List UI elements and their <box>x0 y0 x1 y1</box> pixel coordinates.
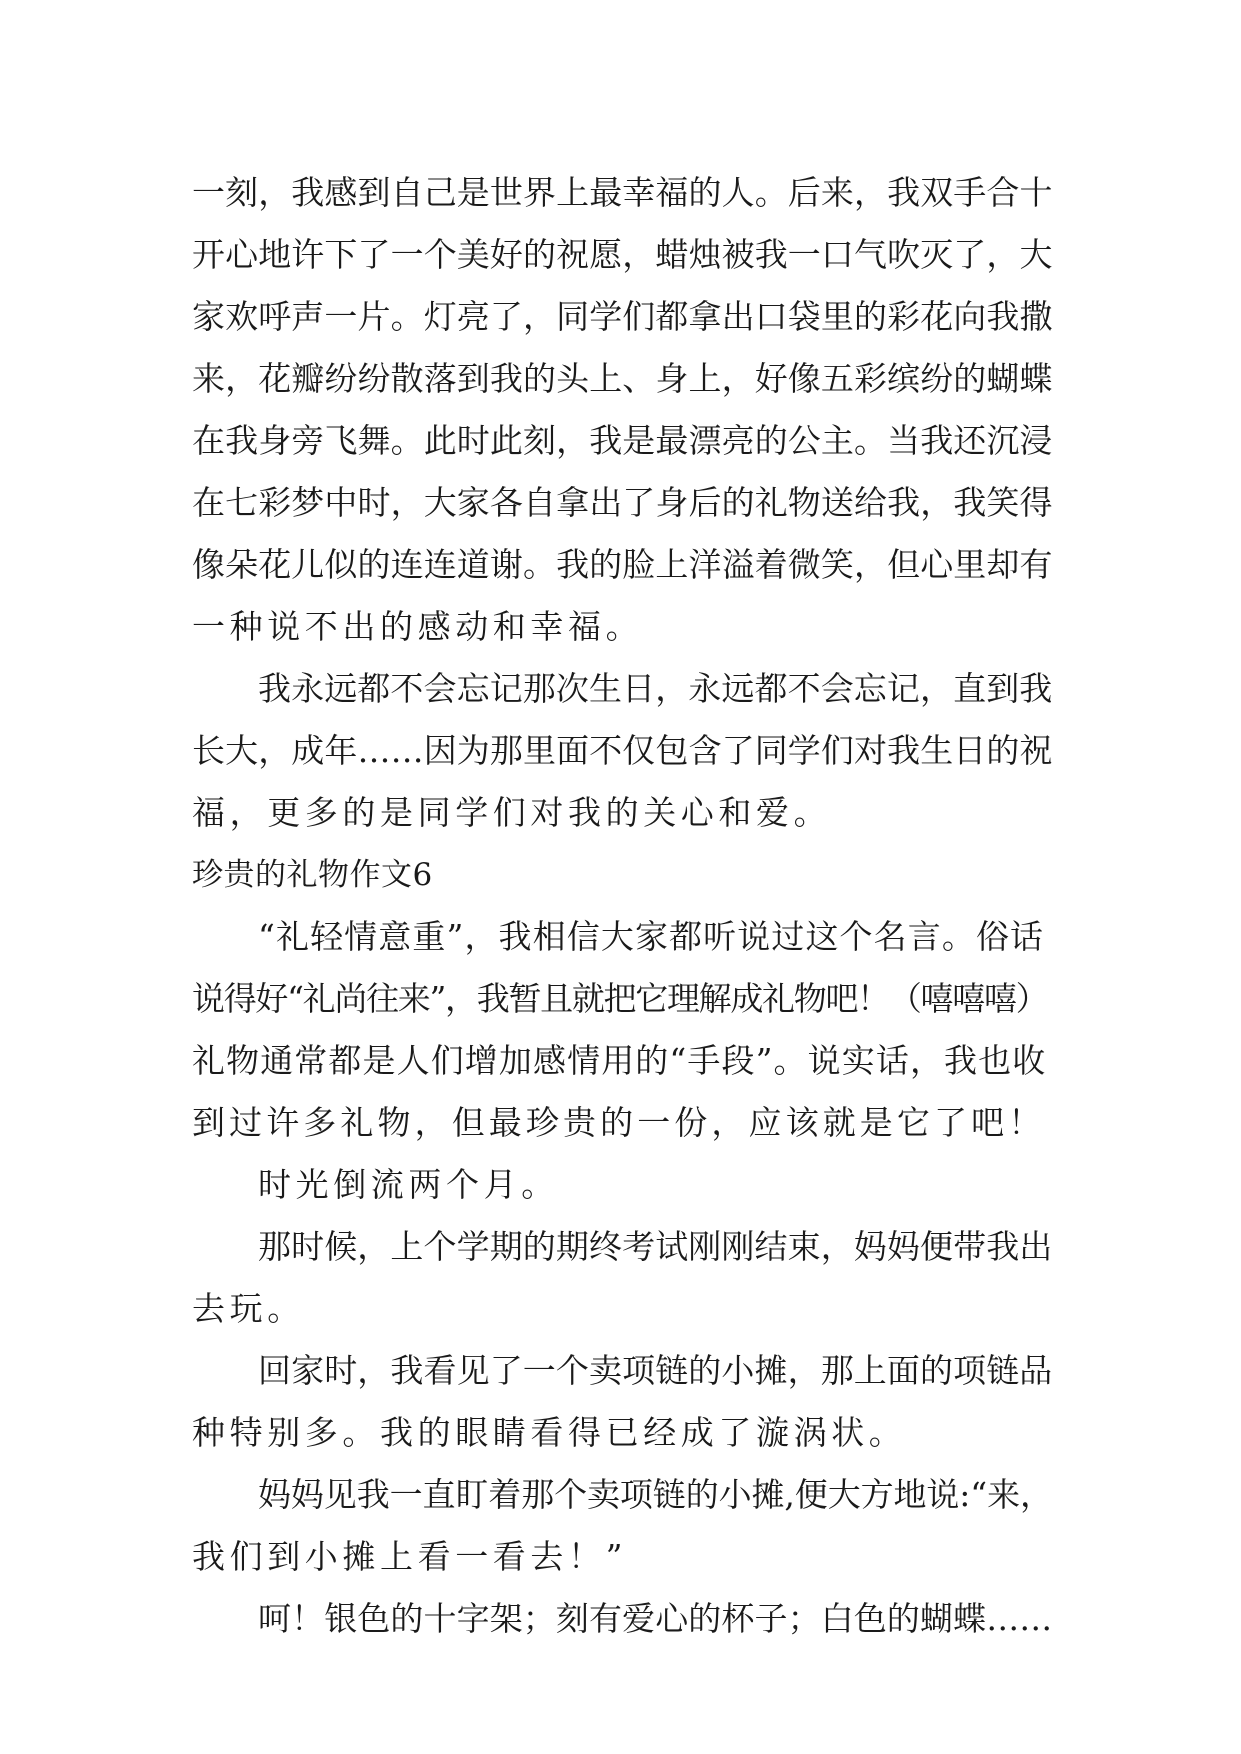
text-line: 时光倒流两个月。 <box>258 1165 559 1204</box>
text-line: 妈妈见我一直盯着那个卖项链的小摊,便大方地说:“来， <box>258 1475 1053 1514</box>
text-line: 到过许多礼物，但最珍贵的一份，应该就是它了吧！ <box>192 1103 1046 1142</box>
text-line: 我们到小摊上看一看去！” <box>192 1537 628 1576</box>
text-line: 回家时，我看见了一个卖项链的小摊，那上面的项链品 <box>258 1351 1053 1390</box>
text-line: 种特别多。我的眼睛看得已经成了漩涡状。 <box>192 1413 907 1452</box>
paragraph <box>192 658 1054 844</box>
paragraph <box>192 1588 1054 1650</box>
document-page <box>192 162 1054 1650</box>
paragraph <box>192 1216 1054 1340</box>
text-line: 在七彩梦中时，大家各自拿出了身后的礼物送给我，我笑得 <box>192 483 1053 522</box>
text-line: 开心地许下了一个美好的祝愿，蜡烛被我一口气吹灭了，大 <box>192 235 1053 274</box>
essay-title: 珍贵的礼物作文6 <box>192 857 433 893</box>
text-line: 一刻，我感到自己是世界上最幸福的人。后来，我双手合十 <box>192 173 1053 212</box>
paragraph <box>192 906 1054 1154</box>
paragraph <box>192 162 1054 658</box>
text-line: 在我身旁飞舞。此时此刻，我是最漂亮的公主。当我还沉浸 <box>192 421 1053 460</box>
text-line: 呵！银色的十字架；刻有爱心的杯子；白色的蝴蝶…… <box>258 1599 1053 1638</box>
text-line: 家欢呼声一片。灯亮了，同学们都拿出口袋里的彩花向我撒 <box>192 297 1053 336</box>
text-line: 长大，成年……因为那里面不仅包含了同学们对我生日的祝 <box>192 731 1053 770</box>
text-line: “礼轻情意重”，我相信大家都听说过这个名言。俗话 <box>258 917 1045 956</box>
text-line: 那时候，上个学期的期终考试刚刚结束，妈妈便带我出 <box>258 1227 1053 1266</box>
text-line: 像朵花儿似的连连道谢。我的脸上洋溢着微笑，但心里却有 <box>192 545 1053 584</box>
text-line: 去玩。 <box>192 1289 305 1328</box>
paragraph <box>192 1464 1054 1588</box>
paragraph <box>192 1340 1054 1464</box>
text-line: 来，花瓣纷纷散落到我的头上、身上，好像五彩缤纷的蝴蝶 <box>192 359 1053 398</box>
paragraph <box>192 1154 1054 1216</box>
text-line: 礼物通常都是人们增加感情用的“手段”。说实话，我也收 <box>192 1041 1047 1080</box>
text-line: 说得好“礼尚往来”，我暂且就把它理解成礼物吧！（嘻嘻嘻） <box>192 979 1048 1018</box>
text-line: 我永远都不会忘记那次生日，永远都不会忘记，直到我 <box>258 669 1053 708</box>
text-line: 一种说不出的感动和幸福。 <box>192 607 644 646</box>
text-line: 福，更多的是同学们对我的关心和爱。 <box>192 793 832 832</box>
